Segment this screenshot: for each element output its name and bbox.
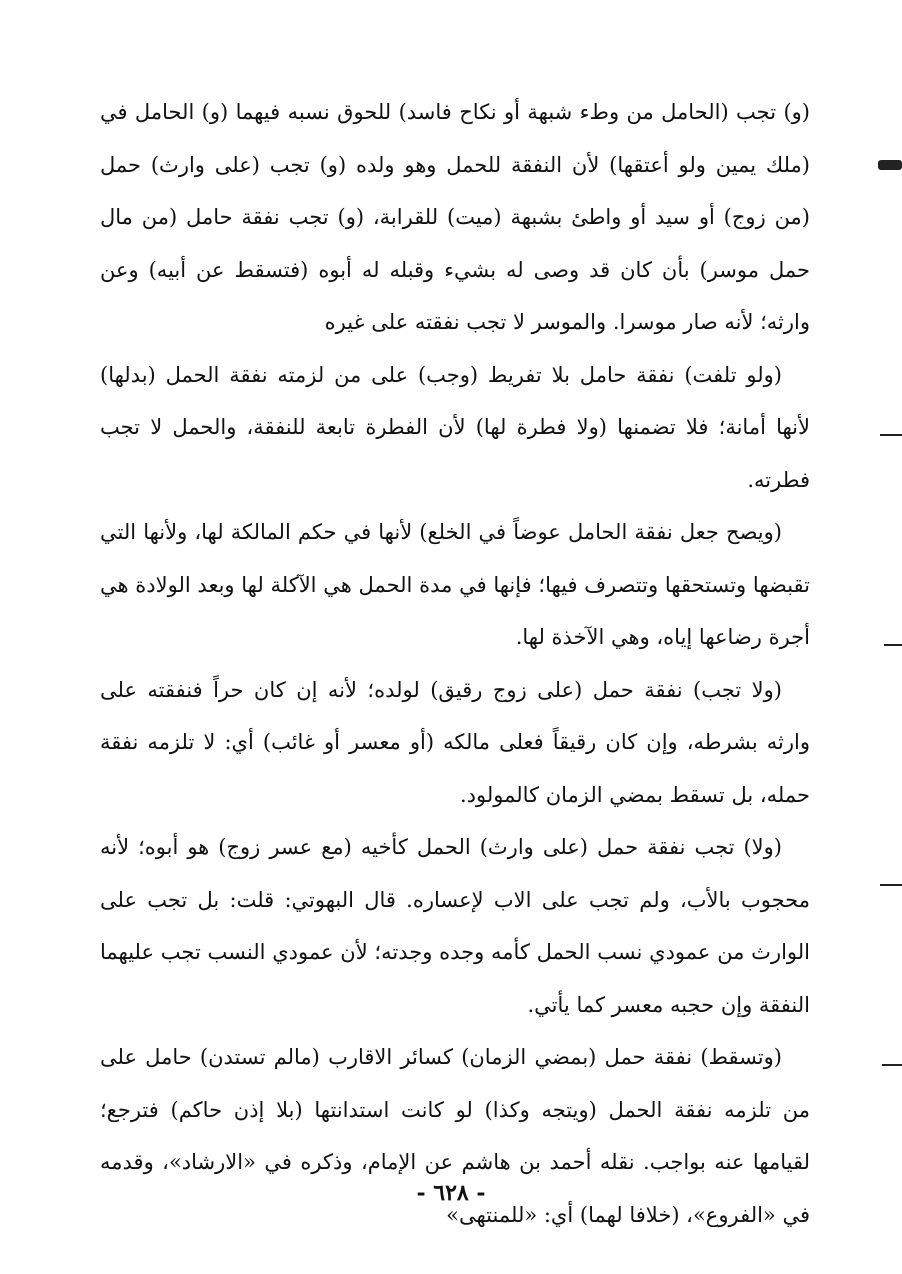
paragraph-2: (ولو تلفت) نفقة حامل بلا تفريط (وجب) على من لزمته نفقة الحمل (بدلها) لأنها أمانة؛ فلا تضمنها (ولا فطرة لها) لأن الفطرة تابعة للنفقة، والحمل لا تجب فطرته.	[100, 362, 810, 492]
paragraph-3: (ويصح جعل نفقة الحامل عوضاً في الخلع) لأنها في حكم المالكة لها، ولأنها التي تقبضها وتستحقها وتتصرف فيها؛ فإنها في مدة الحمل هي الآكلة لها وبعد الولادة هي أجرة رضاعها إياه، وهي الآخذة لها.	[100, 520, 810, 649]
paragraph-6: (وتسقط) نفقة حمل (بمضي الزمان) كسائر الاقارب (مالم تستدن) حامل على من تلزمه نفقة الحمل (ويتجه وكذا) لو كانت استدانتها (بلا إذن حاكم) فترجع؛ لقيامها عنه بواجب. نقله أحمد بن هاشم عن الإمام، وذكره في «الارشاد»، وقدمه في «الفروع»، (خلافا لهما) أي: «للمنتهى»	[100, 1045, 810, 1227]
paragraph-1: (و) تجب (الحامل من وطء شبهة أو نكاح فاسد) للحوق نسبه فيهما (و) الحامل في (ملك يمين ولو أعتقها) لأن النفقة للحمل وهو ولده (و) تجب (على وارث) حمل (من زوج) أو سيد أو واطئ بشبهة (ميت) للقرابة، (و) تجب نفقة حامل (من مال حمل موسر) بأن كان قد وصى له بشيء وقبله له أبوه (فتسقط عن أبيه) وعن وارثه؛ لأنه صار موسرا. والموسر لا تجب نفقته على غيره	[100, 100, 810, 334]
paragraph-4: (ولا تجب) نفقة حمل (على زوج رقيق) لولده؛ لأنه إن كان حراً فنفقته على وارثه بشرطه، وإن كان رقيقاً فعلى مالكه (أو معسر أو غائب) أي: لا تلزمه نفقة حمله، بل تسقط بمضي الزمان كالمولود.	[100, 677, 810, 807]
margin-mark	[880, 434, 902, 436]
paragraph-5: (ولا) تجب نفقة حمل (على وارث) الحمل كأخيه (مع عسر زوج) هو أبوه؛ لأنه محجوب بالأب، ولم تجب على الاب لإعساره. قال البهوتي: قلت: بل تجب على الوارث من عمودي نسب الحمل كأمه وجده وجدته؛ لأن عمودي النسب تجب عليهما النفقة وإن حجبه معسر كما يأتي.	[100, 835, 810, 1017]
page-number: - ٦٢٨ -	[416, 1180, 486, 1206]
margin-mark	[878, 160, 902, 170]
margin-mark	[884, 644, 902, 646]
margin-mark	[882, 1064, 902, 1066]
margin-mark	[880, 884, 902, 886]
body-text	[100, 86, 810, 1241]
